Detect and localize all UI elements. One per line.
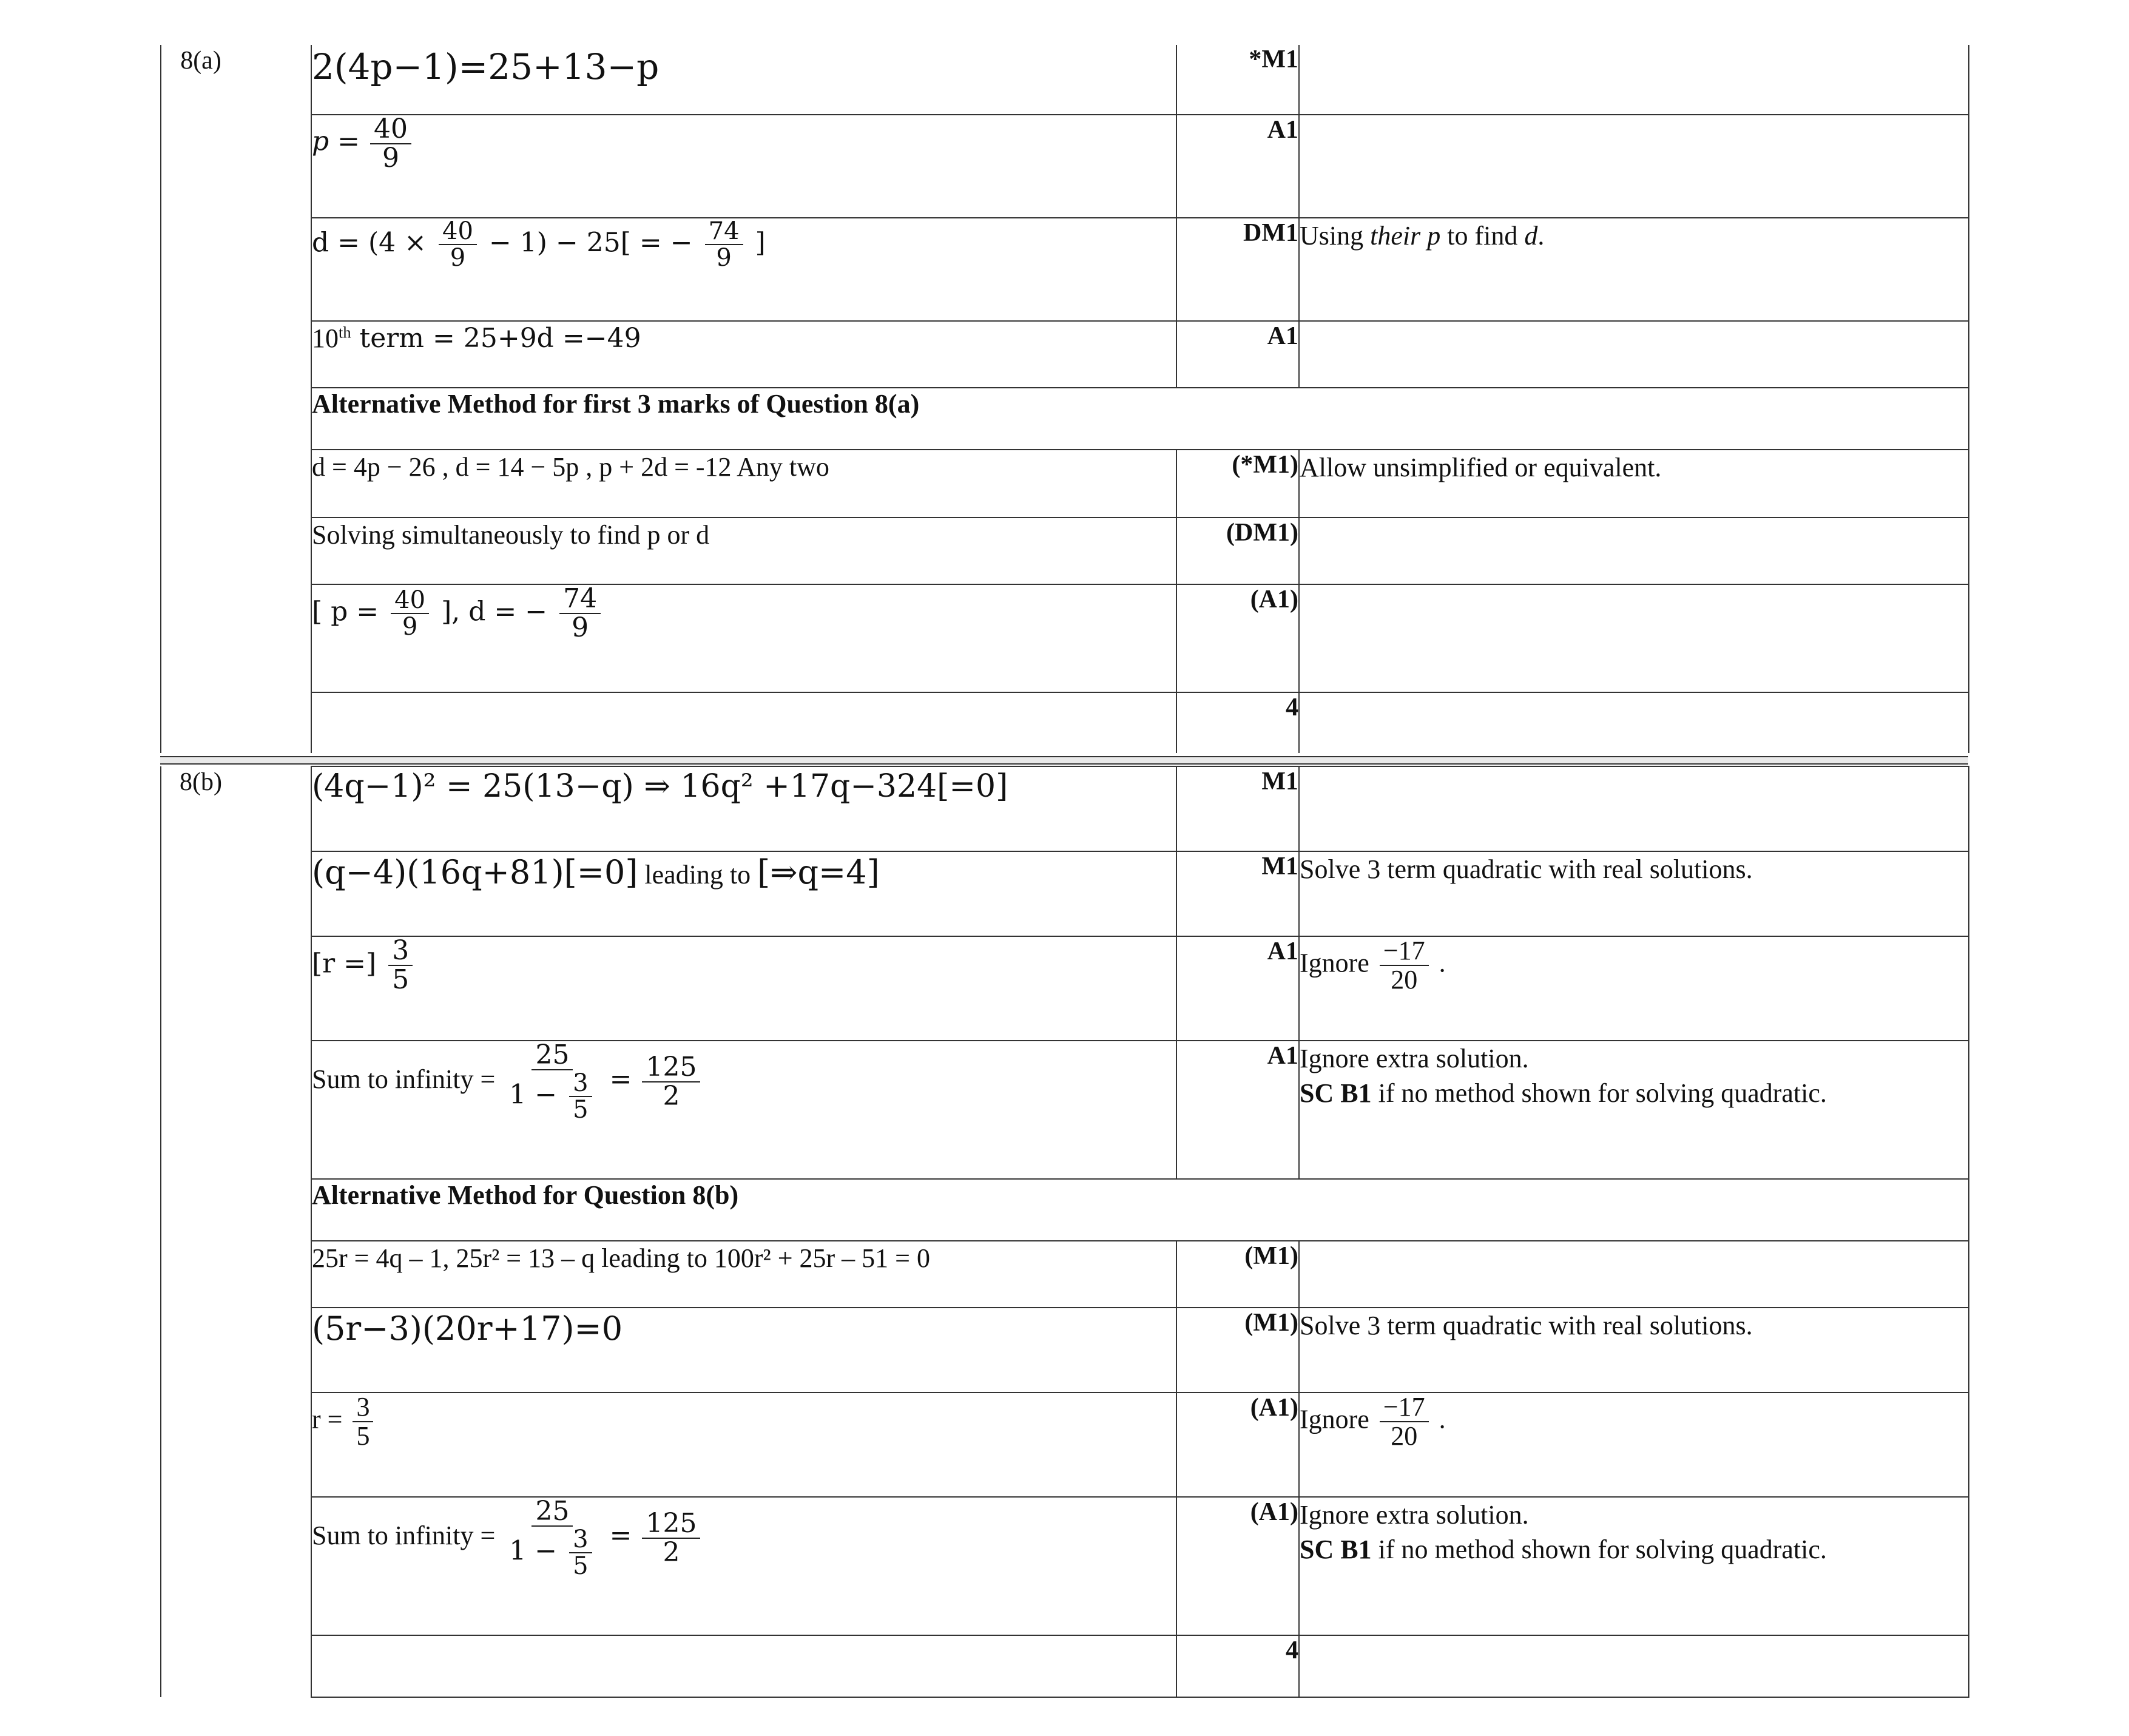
table-row [161,1635,1969,1697]
denominator-part: 1 − [509,1079,558,1110]
fraction [505,1498,599,1579]
guidance-bold: SC B1 [1300,1535,1372,1565]
denominator: 9 [382,143,400,174]
denominator: 5 [392,964,410,996]
guidance-text: if no method shown for solving quadratic. [1371,1535,1827,1565]
guidance-text: . [1439,948,1446,978]
table-row [161,766,1969,851]
denominator [505,1527,599,1579]
denominator: 5 [573,1552,589,1581]
fraction [353,1393,373,1450]
fraction [391,587,429,640]
table-row [161,1041,1969,1179]
alternative-method-header: Alternative Method for Question 8(b) [311,1179,1969,1241]
guidance-cell [1299,321,1969,388]
fraction [569,1527,592,1579]
guidance-cell [1299,1041,1969,1179]
working-cell [311,45,1176,115]
working-part: [⇒q=4] [757,853,880,891]
denominator: 20 [1391,965,1418,995]
mark-cell: (DM1) [1176,518,1299,584]
table-row [161,1497,1969,1635]
working-cell [311,766,1176,851]
table-row [161,584,1969,692]
working-part: ], d = − [441,596,548,627]
table-row [161,1308,1969,1393]
working-part: ] [755,227,766,258]
working-expression: (5r−3)(20r+17)=0 [312,1309,623,1348]
mark-cell: A1 [1176,321,1299,388]
mark-cell: A1 [1176,115,1299,218]
table-row [161,1241,1969,1308]
empty-cell [1299,1635,1969,1697]
denominator: 2 [663,1537,680,1569]
fraction [505,1041,599,1123]
numerator: 3 [388,937,413,966]
mark-cell: A1 [1176,1041,1299,1179]
guidance-bold: SC B1 [1300,1078,1372,1109]
working-part: [r =] [312,948,377,979]
mark-cell: (A1) [1176,584,1299,692]
numerator: 74 [705,218,743,245]
denominator: 9 [402,613,418,641]
working-cell [311,1393,1176,1497]
mark-scheme-table-8a [160,45,1969,753]
fraction [705,218,743,271]
table-row [161,388,1969,450]
table-row [161,1179,1969,1241]
guidance-cell: Allow unsimplified or equivalent. [1299,450,1969,518]
total-marks: 4 [1176,692,1299,753]
fraction [559,585,601,642]
working-cell [311,321,1176,388]
working-lhs: p = [312,126,360,157]
guidance-cell [1299,766,1969,851]
numerator: −17 [1380,937,1429,966]
working-cell [311,218,1176,321]
working-expression: 2(4p−1)=25+13−p [312,46,660,87]
working-cell [311,584,1176,692]
working-cell: d = 4p − 26 , d = 14 − 5p , p + 2d = -12 Any two [311,450,1176,518]
guidance-text: Ignore [1300,948,1369,978]
mark-cell: (A1) [1176,1393,1299,1497]
mark-cell: (*M1) [1176,450,1299,518]
table-row [161,321,1969,388]
mark-cell: DM1 [1176,218,1299,321]
working-part: Sum to infinity = [312,1064,496,1095]
numerator: 3 [353,1393,373,1422]
guidance-cell [1299,1497,1969,1635]
empty-cell [311,1635,1176,1697]
working-part: = [609,1064,632,1095]
guidance-emphasis: d [1524,221,1538,251]
working-part: r = [312,1404,343,1434]
guidance-cell [1299,45,1969,115]
working-cell [311,1041,1176,1179]
table-row [161,518,1969,584]
mark-cell: M1 [1176,851,1299,936]
denominator: 2 [663,1081,680,1112]
question-number-cell [161,45,311,753]
working-cell [311,851,1176,936]
working-cell: Solving simultaneously to find p or d [311,518,1176,584]
section-divider [160,756,1968,765]
guidance-cell [1299,218,1969,321]
denominator: 9 [450,244,466,272]
superscript: th [339,323,351,342]
working-part: (q−4)(16q+81)[=0] [312,853,638,891]
working-cell [311,1497,1176,1635]
table-row [161,450,1969,518]
table-row [161,115,1969,218]
mark-cell: (A1) [1176,1497,1299,1635]
working-part: Sum to infinity = [312,1521,496,1551]
working-part: − 1) − 25[ = − [488,227,693,258]
question-number: 8(a) [180,47,221,75]
guidance-cell [1299,518,1969,584]
guidance-cell [1299,584,1969,692]
numerator: 25 [531,1041,573,1070]
numerator: 3 [569,1527,592,1553]
numerator: 125 [642,1510,700,1539]
guidance-cell [1299,936,1969,1041]
guidance-cell: Solve 3 term quadratic with real solutions. [1299,851,1969,936]
fraction [642,1053,700,1110]
guidance-cell: Solve 3 term quadratic with real solutions. [1299,1308,1969,1393]
fraction [1380,937,1429,994]
working-part: term = 25+9d =−49 [351,323,641,354]
guidance-text: . [1439,1404,1446,1434]
table-row [161,1393,1969,1497]
guidance-cell [1299,1393,1969,1497]
fraction [388,937,413,994]
working-part: = [609,1520,632,1552]
denominator-part: 1 − [509,1535,558,1567]
table-row [161,936,1969,1041]
guidance-cell [1299,1241,1969,1308]
table-row [161,218,1969,321]
fraction [569,1070,592,1123]
working-part: 10 [312,323,339,353]
denominator: 5 [573,1096,589,1124]
working-cell [311,1308,1176,1393]
guidance-cell [1299,115,1969,218]
question-number: 8(b) [180,768,222,796]
empty-cell [311,692,1176,753]
table-row [161,45,1969,115]
guidance-emphasis: their p [1370,221,1441,251]
alternative-method-header: Alternative Method for first 3 marks of Question 8(a) [311,388,1969,450]
working-cell [311,936,1176,1041]
numerator: 40 [370,115,411,144]
guidance-text: Ignore [1300,1404,1369,1434]
mark-cell: A1 [1176,936,1299,1041]
mark-cell: *M1 [1176,45,1299,115]
guidance-text: if no method shown for solving quadratic. [1371,1078,1827,1109]
denominator: 9 [716,244,732,272]
guidance-text: Using [1300,221,1371,251]
denominator [505,1070,599,1123]
total-marks: 4 [1176,1635,1299,1697]
guidance-text: Ignore extra solution. [1300,1500,1529,1530]
working-cell: 25r = 4q – 1, 25r² = 13 – q leading to 100r² + 25r – 51 = 0 [311,1241,1176,1308]
working-cell [311,115,1176,218]
fraction [370,115,411,172]
guidance-line [1300,1076,1968,1110]
guidance-text: . [1537,221,1545,251]
numerator: 3 [569,1070,592,1097]
numerator: 40 [391,587,429,614]
mark-cell: M1 [1176,766,1299,851]
fraction [439,218,477,271]
mark-cell: (M1) [1176,1308,1299,1393]
numerator: −17 [1380,1393,1429,1422]
fraction [642,1507,700,1569]
numerator: 25 [531,1498,573,1527]
working-part: leading to [638,860,758,890]
denominator: 9 [572,612,589,644]
numerator: 125 [642,1053,700,1082]
fraction [1380,1393,1429,1450]
denominator: 5 [356,1421,370,1451]
mark-cell: (M1) [1176,1241,1299,1308]
working-expression: (4q−1)² = 25(13−q) ⇒ 16q² +17q−324[=0] [312,768,1008,805]
numerator: 74 [559,585,601,614]
mark-scheme-table-8b [160,766,1969,1698]
question-number-cell [161,766,311,1697]
denominator: 20 [1391,1421,1418,1451]
empty-cell [1299,692,1969,753]
guidance-text: to find [1440,221,1525,251]
table-row [161,851,1969,936]
guidance-text: Ignore extra solution. [1300,1044,1529,1073]
numerator: 40 [439,218,477,245]
guidance-line [1300,1532,1968,1567]
table-row [161,692,1969,753]
working-part: [ p = [312,596,379,627]
working-part: d = (4 × [312,227,427,258]
